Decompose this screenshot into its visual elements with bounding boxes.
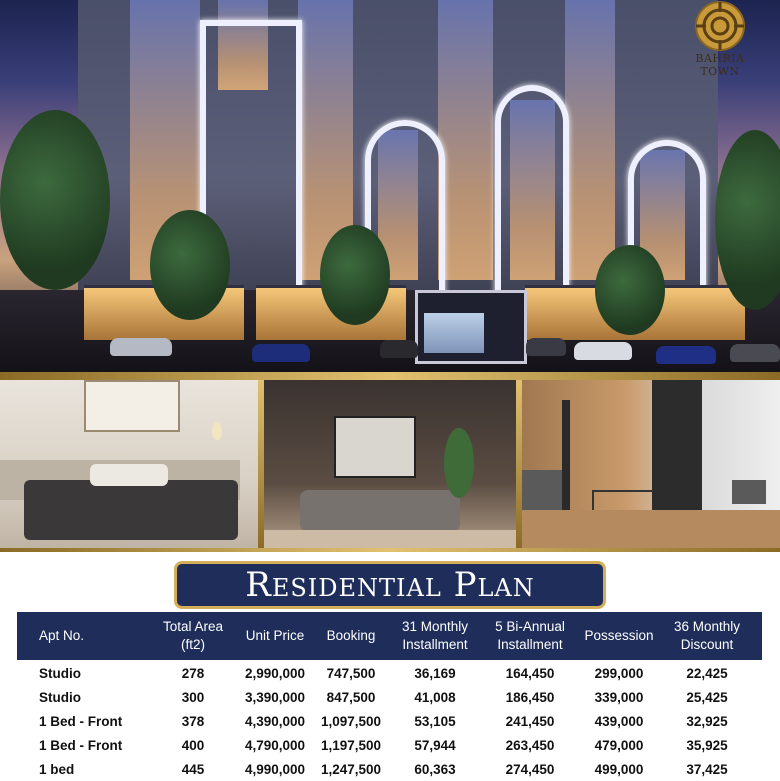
hero-building-render (0, 0, 780, 372)
plan-title: Residential Plan (174, 561, 606, 609)
tree (150, 210, 230, 320)
column-header-possession: Possession (584, 628, 654, 643)
cell-bi-annual-installment: 241,450 (505, 713, 555, 729)
cell-possession: 339,000 (594, 689, 644, 705)
table-row (17, 685, 762, 709)
cell-bi-annual-installment: 263,450 (505, 737, 555, 753)
pillows (90, 464, 168, 486)
car (380, 340, 418, 358)
cell-total-area: 278 (181, 665, 205, 681)
column-header-booking: Booking (326, 628, 376, 643)
cell-possession: 479,000 (594, 737, 644, 753)
column-header-bi-annual-installment: 5 Bi-Annual Installment (495, 619, 565, 652)
cell-monthly-discount: 32,925 (686, 713, 728, 729)
cell-total-area: 300 (181, 689, 205, 705)
lounge-photo (522, 380, 780, 550)
cell-apt-no: 1 Bed - Front (39, 713, 123, 729)
floor (264, 530, 516, 550)
cell-unit-price: 4,790,000 (244, 737, 306, 753)
column-header-unit-price: Unit Price (245, 628, 305, 643)
cell-monthly-installment: 36,169 (414, 665, 456, 681)
cell-monthly-discount: 35,925 (686, 737, 728, 753)
cell-apt-no: 1 bed (39, 761, 75, 777)
cell-possession: 299,000 (594, 665, 644, 681)
bedroom-photo (0, 380, 258, 550)
cell-apt-no: Studio (39, 665, 81, 681)
tree (595, 245, 665, 335)
column-header-monthly-installment: 31 Monthly Installment (401, 619, 469, 652)
table-row (17, 661, 762, 685)
cell-monthly-installment: 57,944 (414, 737, 456, 753)
cell-total-area: 445 (181, 761, 205, 777)
table-row (17, 709, 762, 733)
sofa (300, 490, 460, 532)
cell-total-area: 400 (181, 737, 205, 753)
cell-booking: 1,097,500 (320, 713, 382, 729)
wall-art (84, 380, 180, 432)
cell-monthly-installment: 60,363 (414, 761, 456, 777)
table-row (17, 757, 762, 781)
column-header-apt-no: Apt No. (39, 628, 85, 643)
gold-divider (0, 372, 780, 380)
cell-booking: 747,500 (326, 665, 376, 681)
cell-unit-price: 3,390,000 (244, 689, 306, 705)
cell-bi-annual-installment: 164,450 (505, 665, 555, 681)
tree (0, 110, 110, 290)
living-room-photo (264, 380, 516, 550)
window-column (438, 0, 493, 280)
logo-wordmark: BAHRIA TOWN (695, 52, 745, 78)
tree (715, 130, 780, 310)
cell-monthly-installment: 53,105 (414, 713, 456, 729)
car (526, 338, 566, 356)
window-column (565, 0, 615, 280)
cell-booking: 1,247,500 (320, 761, 382, 777)
cell-monthly-discount: 37,425 (686, 761, 728, 777)
cell-booking: 847,500 (326, 689, 376, 705)
ottoman (732, 480, 766, 504)
cell-apt-no: Studio (39, 689, 81, 705)
table-row (17, 733, 762, 757)
column-header-monthly-discount: 36 Monthly Discount (673, 619, 741, 652)
cell-unit-price: 4,390,000 (244, 713, 306, 729)
cell-apt-no: 1 Bed - Front (39, 737, 123, 753)
cell-unit-price: 4,990,000 (244, 761, 306, 777)
car (110, 338, 172, 356)
car (730, 344, 780, 362)
cell-bi-annual-installment: 186,450 (505, 689, 555, 705)
bahria-town-logo (674, 0, 766, 78)
car (252, 344, 310, 362)
logo-emblem-icon (692, 0, 748, 52)
cell-monthly-discount: 25,425 (686, 689, 728, 705)
column-header-total-area: Total Area (ft2) (162, 619, 224, 652)
cell-total-area: 378 (181, 713, 205, 729)
floor-lamp (562, 400, 570, 510)
main-entrance (415, 290, 527, 364)
cell-bi-annual-installment: 274,450 (505, 761, 555, 777)
cell-monthly-discount: 22,425 (686, 665, 728, 681)
plant (444, 428, 474, 498)
car (574, 342, 632, 360)
cell-possession: 499,000 (594, 761, 644, 777)
shelving (652, 380, 702, 510)
wall-art (334, 416, 416, 478)
tree (320, 225, 390, 325)
table-header (17, 612, 762, 660)
cell-booking: 1,197,500 (320, 737, 382, 753)
pendant-lamp (212, 422, 222, 440)
cell-possession: 439,000 (594, 713, 644, 729)
car (656, 346, 716, 364)
gold-divider (0, 548, 780, 552)
cell-unit-price: 2,990,000 (244, 665, 306, 681)
cell-monthly-installment: 41,008 (414, 689, 456, 705)
bed (24, 480, 238, 540)
floor (522, 510, 780, 550)
